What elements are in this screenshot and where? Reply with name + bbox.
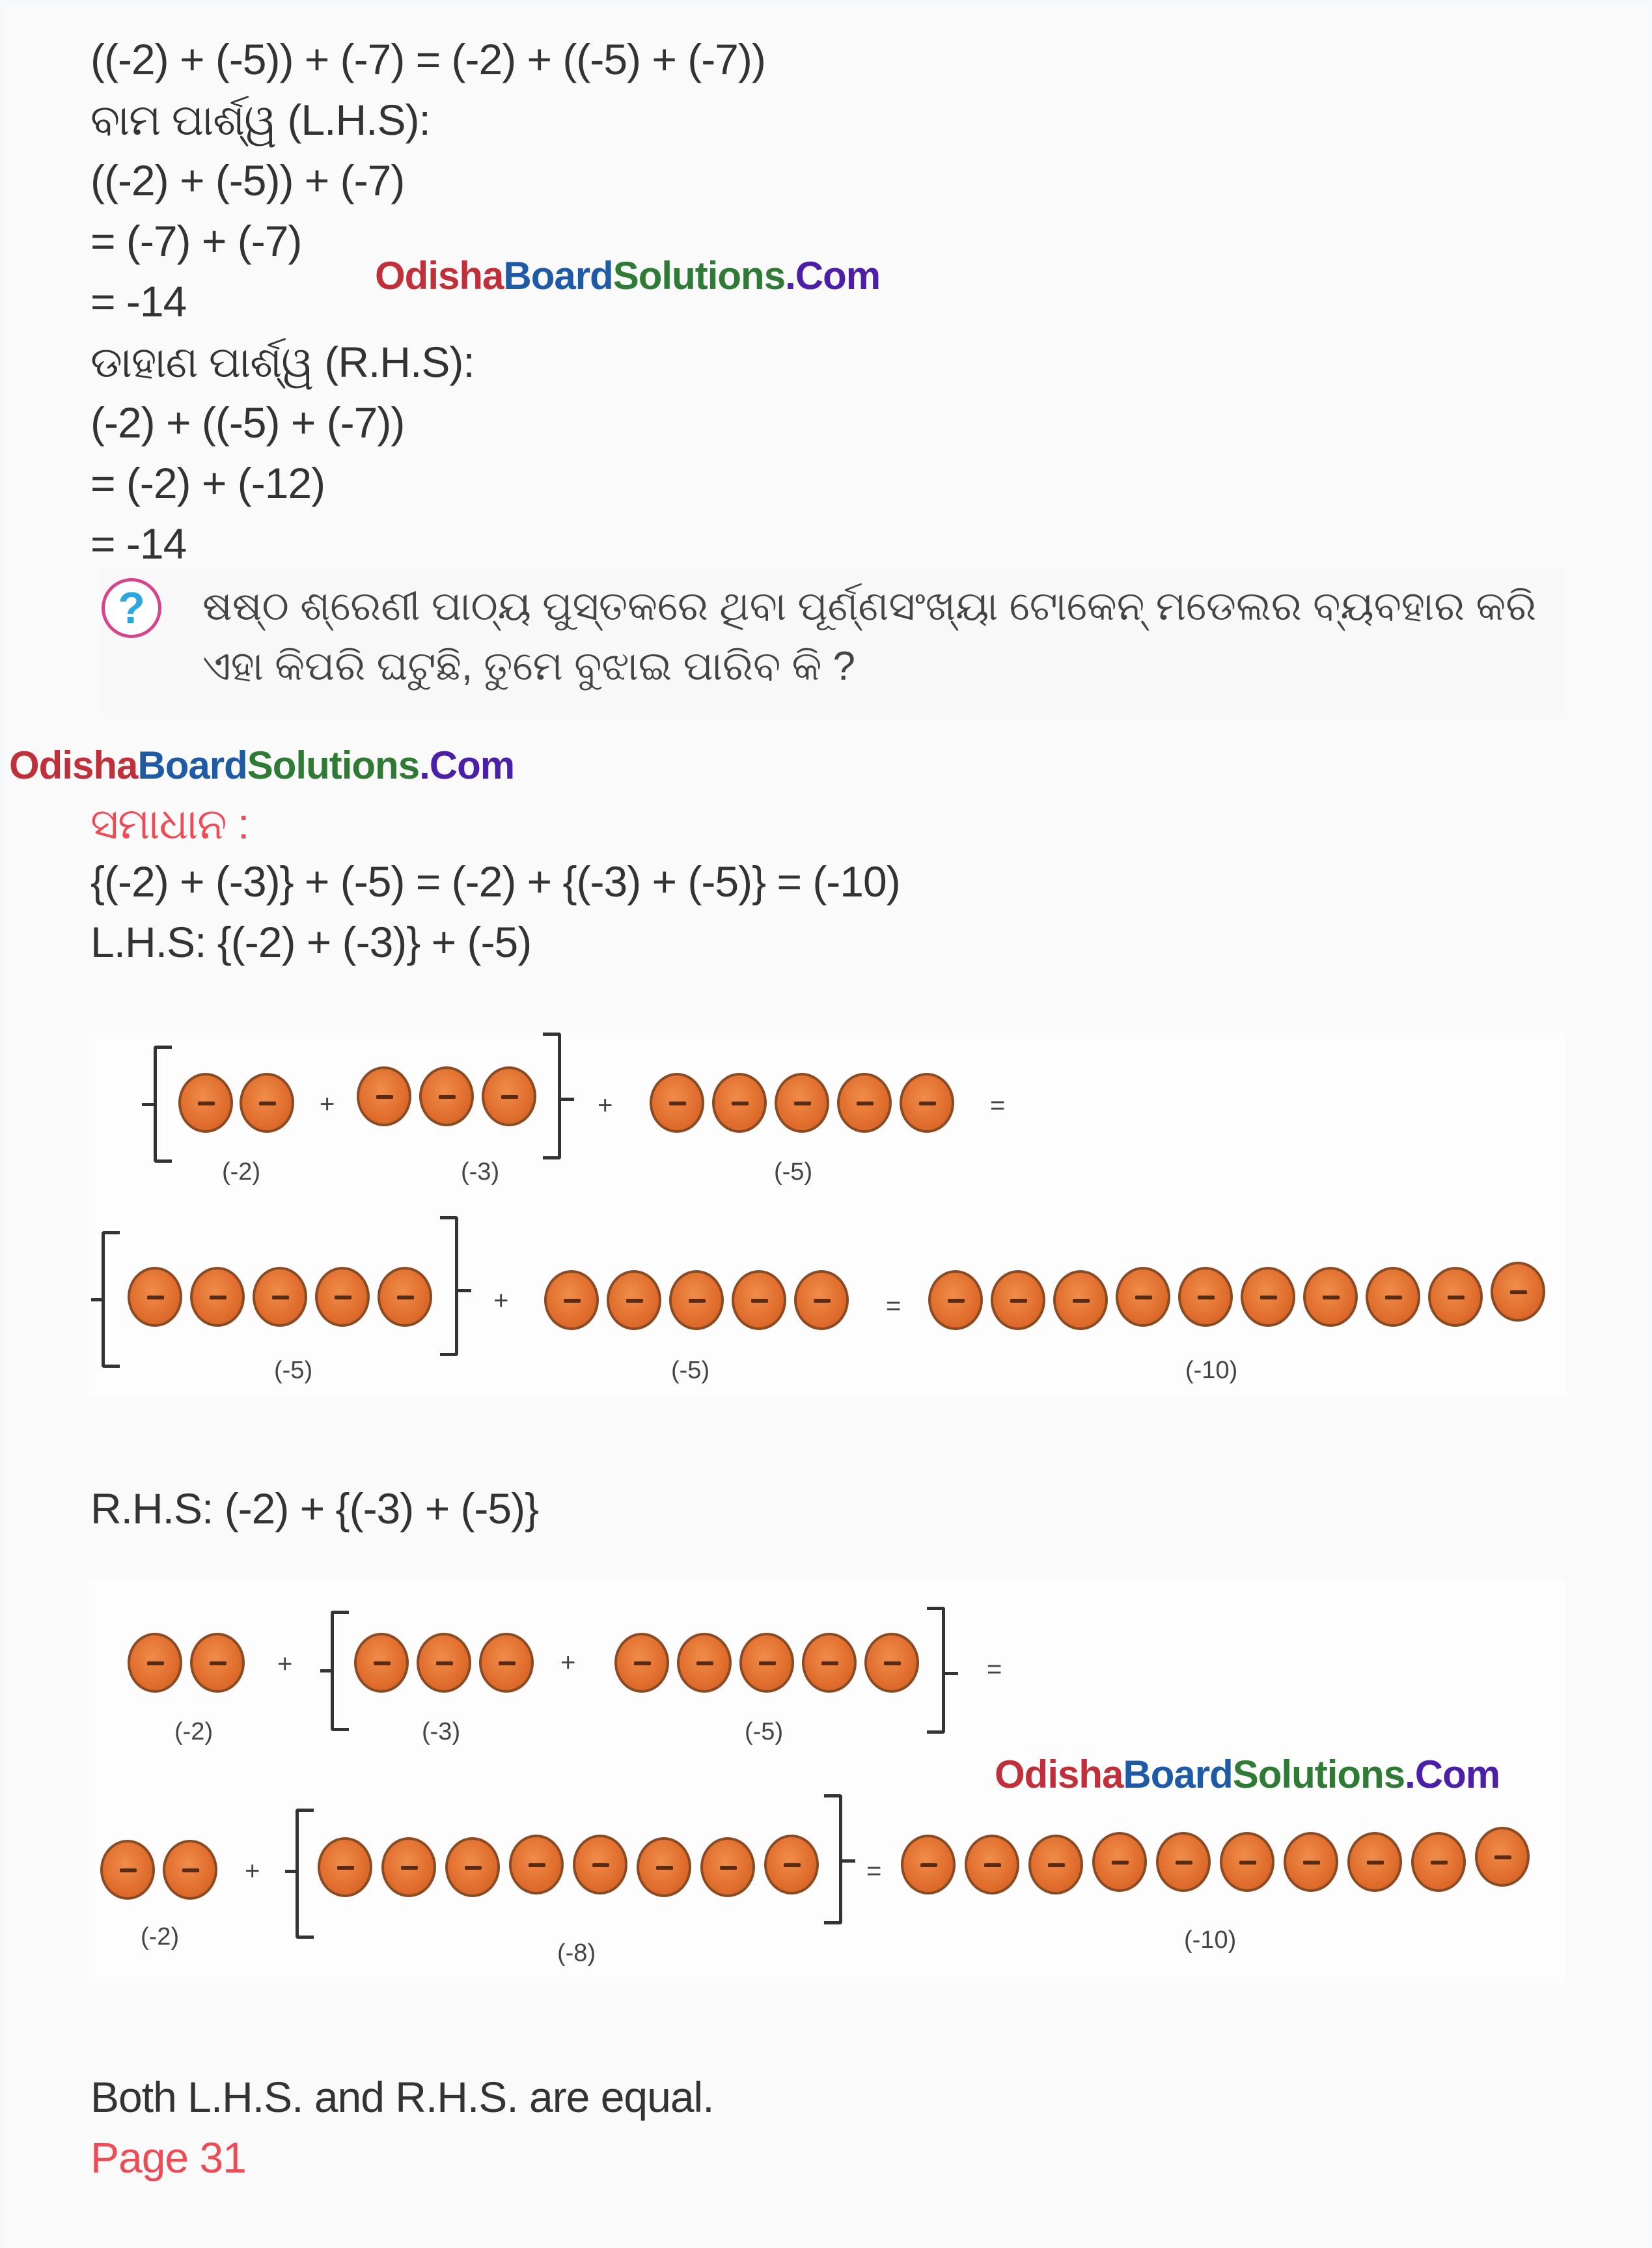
token-count-label: (-3) <box>461 1158 500 1186</box>
negative-token-icon <box>445 1837 500 1897</box>
negative-token-icon <box>315 1267 370 1327</box>
negative-token-icon <box>417 1633 471 1693</box>
solution-heading: ସମାଧାନ : <box>90 799 249 848</box>
negative-token-icon <box>544 1270 599 1330</box>
negative-token-icon <box>100 1840 155 1900</box>
token-count-label: (-8) <box>557 1939 596 1967</box>
negative-token-icon <box>190 1267 245 1327</box>
token-count-label: (-10) <box>1185 1357 1238 1384</box>
negative-token-icon <box>614 1633 669 1693</box>
rhs-step: = -14 <box>90 520 187 568</box>
negative-token-icon <box>318 1837 372 1897</box>
bracket-tick <box>458 1289 471 1292</box>
bracket-tick <box>842 1859 855 1863</box>
negative-token-icon <box>1116 1267 1170 1327</box>
negative-token-icon <box>900 1073 954 1133</box>
negative-token-icon <box>837 1073 892 1133</box>
page-reference: Page 31 <box>90 2133 246 2182</box>
plus-sign: + <box>245 1857 260 1885</box>
negative-token-icon <box>794 1270 849 1330</box>
negative-token-icon <box>178 1073 233 1133</box>
plus-sign: + <box>493 1286 509 1315</box>
negative-token-icon <box>775 1073 829 1133</box>
token-count-label: (-5) <box>745 1718 784 1745</box>
negative-token-icon <box>677 1633 732 1693</box>
token-count-label: (-5) <box>671 1357 710 1384</box>
plus-sign: + <box>320 1090 335 1118</box>
rhs-label: R.H.S: (-2) + {(-3) + (-5)} <box>90 1484 539 1533</box>
equals-sign: = <box>987 1655 1002 1684</box>
negative-token-icon <box>802 1633 857 1693</box>
left-bracket <box>331 1611 349 1731</box>
bracket-tick <box>142 1103 155 1106</box>
bracket-tick <box>320 1669 333 1672</box>
negative-token-icon <box>482 1066 536 1126</box>
negative-token-icon <box>1411 1832 1466 1892</box>
rhs-step: (-2) + ((-5) + (-7)) <box>90 398 405 447</box>
left-bracket <box>102 1231 120 1368</box>
right-bracket <box>440 1216 458 1356</box>
negative-token-icon <box>1220 1832 1274 1892</box>
negative-token-icon <box>1156 1832 1211 1892</box>
negative-token-icon <box>764 1835 819 1894</box>
negative-token-icon <box>573 1835 627 1894</box>
negative-token-icon <box>928 1270 983 1330</box>
left-bracket <box>296 1809 314 1939</box>
negative-token-icon <box>163 1840 217 1900</box>
lhs-step: = -14 <box>90 277 187 326</box>
plus-sign: + <box>598 1091 613 1120</box>
token-count-label: (-10) <box>1184 1926 1237 1954</box>
rhs-step: = (-2) + (-12) <box>90 459 325 507</box>
negative-token-icon <box>357 1066 411 1126</box>
negative-token-icon <box>991 1270 1045 1330</box>
negative-token-icon <box>650 1073 704 1133</box>
token-count-label: (-2) <box>141 1923 180 1950</box>
left-bracket <box>154 1046 172 1163</box>
plus-sign: + <box>560 1648 576 1677</box>
associativity-equation: ((-2) + (-5)) + (-7) = (-2) + ((-5) + (-7)) <box>90 35 765 83</box>
negative-token-icon <box>190 1633 245 1693</box>
conclusion-text: Both L.H.S. and R.H.S. are equal. <box>90 2073 714 2121</box>
negative-token-icon <box>1347 1832 1402 1892</box>
lhs-heading: ବାମ ପାର୍ଶ୍ୱ (L.H.S): <box>90 96 430 144</box>
negative-token-icon <box>700 1837 755 1897</box>
negative-token-icon <box>128 1267 182 1327</box>
lhs-label: L.H.S: {(-2) + (-3)} + (-5) <box>90 918 532 966</box>
negative-token-icon <box>1491 1262 1545 1322</box>
negative-token-icon <box>419 1066 474 1126</box>
equals-sign: = <box>990 1091 1006 1120</box>
negative-token-icon <box>253 1267 307 1327</box>
bracket-tick <box>285 1870 298 1873</box>
lhs-step: = (-7) + (-7) <box>90 217 302 265</box>
token-count-label: (-5) <box>774 1158 813 1186</box>
watermark: OdishaBoardSolutions.Com <box>375 254 881 298</box>
negative-token-icon <box>509 1835 564 1894</box>
negative-token-icon <box>1092 1832 1147 1892</box>
negative-token-icon <box>1366 1267 1420 1327</box>
negative-token-icon <box>732 1270 786 1330</box>
negative-token-icon <box>1428 1267 1483 1327</box>
bracket-tick <box>945 1672 958 1675</box>
negative-token-icon <box>479 1633 534 1693</box>
page <box>4 4 1648 2248</box>
negative-token-icon <box>1475 1827 1530 1887</box>
negative-token-icon <box>240 1073 294 1133</box>
rhs-heading: ଡାହାଣ ପାର୍ଶ୍ୱ (R.H.S): <box>90 338 475 386</box>
negative-token-icon <box>1178 1267 1233 1327</box>
watermark: OdishaBoardSolutions.Com <box>995 1753 1500 1796</box>
negative-token-icon <box>378 1267 432 1327</box>
negative-token-icon <box>1284 1832 1338 1892</box>
negative-token-icon <box>1028 1835 1083 1894</box>
bracket-tick <box>561 1098 574 1101</box>
lhs-step: ((-2) + (-5)) + (-7) <box>90 156 405 204</box>
negative-token-icon <box>381 1837 436 1897</box>
negative-token-icon <box>864 1633 919 1693</box>
question-box <box>102 570 1566 717</box>
right-bracket <box>543 1033 561 1159</box>
negative-token-icon <box>1241 1267 1295 1327</box>
negative-token-icon <box>354 1633 409 1693</box>
token-count-label: (-3) <box>422 1718 461 1745</box>
negative-token-icon <box>739 1633 794 1693</box>
negative-token-icon <box>712 1073 767 1133</box>
negative-token-icon <box>669 1270 724 1330</box>
plus-sign: + <box>277 1650 293 1678</box>
token-count-label: (-5) <box>274 1357 313 1384</box>
negative-token-icon <box>965 1835 1019 1894</box>
right-bracket <box>927 1607 945 1734</box>
equals-sign: = <box>886 1292 902 1320</box>
token-count-label: (-2) <box>174 1718 213 1745</box>
negative-token-icon <box>128 1633 182 1693</box>
right-bracket <box>824 1794 842 1924</box>
negative-token-icon <box>1053 1270 1108 1330</box>
negative-token-icon <box>637 1837 691 1897</box>
lhs-token-diagram <box>89 1033 1566 1397</box>
negative-token-icon <box>607 1270 661 1330</box>
question-text: ଷଷ୍ଠ ଶ୍ରେଣୀ ପାଠ୍ୟ ପୁସ୍ତକରେ ଥିବା ପୂର୍ଣ୍ଣସଂଖ୍ୟା ଟୋକେନ୍ ମଡେଲର ବ୍ୟବହାର କରି ଏହା କିପରି ଘଟୁଛି, ତୁମେ ବୁଝାଇ ପାରିବ କି ? <box>202 584 1537 689</box>
token-count-label: (-2) <box>222 1158 261 1186</box>
bracket-tick <box>91 1298 104 1301</box>
equals-sign: = <box>866 1857 882 1885</box>
solution-equation: {(-2) + (-3)} + (-5) = (-2) + {(-3) + (-5)} = (-10) <box>90 857 900 906</box>
negative-token-icon <box>901 1835 956 1894</box>
question-mark-icon: ? <box>102 578 161 638</box>
negative-token-icon <box>1303 1267 1358 1327</box>
watermark: OdishaBoardSolutions.Com <box>9 743 515 787</box>
